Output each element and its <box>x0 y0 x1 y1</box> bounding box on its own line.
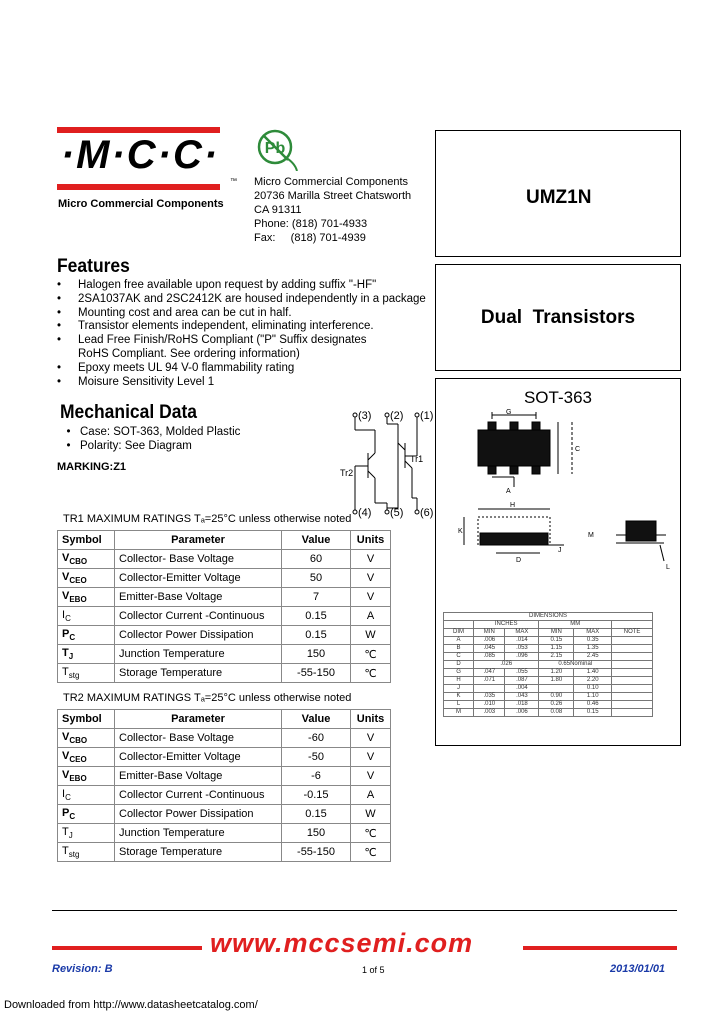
dim-label-h: H <box>510 502 516 509</box>
logo-bottom-bar <box>57 184 220 190</box>
table-row: $V_{CEO}$ Collector-Emitter Voltage 50 V <box>58 569 391 588</box>
list-item: • Mounting cost and area can be cut in half. <box>57 306 292 319</box>
table-row: $V_{CBO}$ Collector- Base Voltage 60 V <box>58 550 391 569</box>
tr2-ratings-table <box>57 709 391 862</box>
revision: Revision: B <box>52 963 113 975</box>
table-row: A .006 .014 0.15 0.35 <box>444 637 653 645</box>
dim-label-a: A <box>506 488 511 495</box>
tr2-title: TR2 MAXIMUM RATINGS Tₐ=25°C unless otherwise noted <box>63 692 352 704</box>
table-header-row <box>58 710 391 729</box>
address-line: CA 91311 <box>254 204 302 216</box>
list-item: • Halogen free available upon request by adding suffix "-HF" <box>57 279 377 291</box>
table-row: $V_{EBO}$ Emitter-Base Voltage -6 V <box>58 767 391 786</box>
address-line: Micro Commercial Components <box>254 176 409 188</box>
column-header: Units <box>351 531 391 550</box>
pin-label: (2) <box>390 410 404 422</box>
mechanical-title: Mechanical Data <box>60 402 197 423</box>
pin-label: (1) <box>420 410 434 422</box>
company-address <box>254 175 411 245</box>
list-item: • Epoxy meets UL 94 V-0 flammability rating <box>57 361 295 374</box>
table-row: M .003 .006 0.08 0.15 <box>444 709 653 717</box>
table-row: $V_{CBO}$ Collector- Base Voltage -60 V <box>58 729 391 748</box>
table-row: $T_{stg}$ Storage Temperature -55-150 ℃ <box>58 843 391 862</box>
description-box <box>435 264 681 371</box>
column-header: Parameter <box>115 531 282 550</box>
features-list <box>57 279 437 389</box>
table-row: $V_{EBO}$ Emitter-Base Voltage 7 V <box>58 588 391 607</box>
dim-label-k: K <box>458 528 463 535</box>
table-row: $T_{stg}$ Storage Temperature -55-150 ℃ <box>58 664 391 683</box>
download-source[interactable]: Downloaded from http://www.datasheetcatalog.com/ <box>4 999 258 1011</box>
tr1-title: TR1 MAXIMUM RATINGS Tₐ=25°C unless otherwise noted <box>63 513 352 525</box>
pin-label: (6) <box>420 507 434 519</box>
pin-label: (3) <box>358 410 372 422</box>
footer-red-line-right <box>523 946 677 950</box>
table-row: B .045 .053 1.15 1.35 <box>444 645 653 653</box>
tr1-label: Tr1 <box>410 454 424 464</box>
list-item: • Transistor elements independent, eliminating interference. <box>57 320 374 333</box>
list-item: • 2SA1037AK and 2SC2412K are housed independently in a package <box>57 292 426 305</box>
table-row: H .071 .087 1.80 2.20 <box>444 677 653 685</box>
dim-label-d: D <box>516 557 522 564</box>
dimensions-table <box>443 612 653 717</box>
dim-label-c: C <box>575 446 581 453</box>
table-row: C .085 .096 2.15 2.45 <box>444 653 653 661</box>
list-item: • Lead Free Finish/RoHS Compliant ("P" Suffix designates RoHS Compliant. See ordering information) <box>57 334 367 360</box>
table-row: $P_C$ Collector Power Dissipation 0.15 W <box>58 626 391 645</box>
table-row: $T_J$ Junction Temperature 150 ℃ <box>58 824 391 843</box>
table-header-row: INCHES MM <box>444 621 653 629</box>
page-number: 1 of 5 <box>362 965 385 975</box>
table-row: G .047 .055 1.20 1.40 <box>444 669 653 677</box>
table-header-row <box>58 531 391 550</box>
dim-label-m: M <box>588 532 594 539</box>
table-row: D .026 0.65Nominal <box>444 661 653 669</box>
list-item: • Case: SOT-363, Molded Plastic <box>66 426 241 438</box>
part-number: UMZ1N <box>526 187 592 208</box>
column-header: Parameter <box>115 710 282 729</box>
address-line: 20736 Marilla Street Chatsworth <box>254 190 412 202</box>
part-number-box <box>435 130 681 257</box>
pinout-diagram <box>330 408 435 520</box>
table-row: K .035 .043 0.90 1.10 <box>444 693 653 701</box>
logo-subtitle: Micro Commercial Components <box>58 198 224 210</box>
mechanical-list <box>57 426 240 454</box>
logo-text: ·M·C·C· <box>60 133 220 177</box>
lead-free-icon <box>255 127 299 171</box>
footer-red-line-left <box>52 946 202 950</box>
table-header-row: DIM MIN MAX MIN MAX NOTE <box>444 629 653 637</box>
column-header: Units <box>351 710 391 729</box>
website-url[interactable]: www.mccsemi.com <box>210 928 474 958</box>
dim-label-g: G <box>506 409 512 416</box>
list-item: • Moisure Sensitivity Level 1 <box>57 375 215 388</box>
table-header-row: DIMENSIONS <box>444 613 653 621</box>
table-row: $V_{CEO}$ Collector-Emitter Voltage -50 V <box>58 748 391 767</box>
pin-label: (4) <box>358 507 372 519</box>
table-row: J .004 0.10 <box>444 685 653 693</box>
footer-divider <box>52 910 677 911</box>
description: Dual Transistors <box>480 307 636 328</box>
column-header: Symbol <box>58 710 115 729</box>
package-name: SOT-363 <box>523 388 593 407</box>
features-title: Features <box>57 256 130 277</box>
pb-free-badge <box>255 127 299 171</box>
table-row: $T_J$ Junction Temperature 150 ℃ <box>58 645 391 664</box>
tr2-label: Tr2 <box>340 468 354 478</box>
table-row: $I_C$ Collector Current -Continuous -0.15 A <box>58 786 391 805</box>
column-header: Value <box>282 710 351 729</box>
dim-label-j: J <box>558 547 562 554</box>
table-row: L .010 .018 0.26 0.46 <box>444 701 653 709</box>
column-header: Value <box>282 531 351 550</box>
pin-label: (5) <box>390 507 404 519</box>
marking: MARKING:Z1 <box>57 461 127 473</box>
list-item: • Polarity: See Diagram <box>66 439 192 452</box>
pb-badge-text: Pb <box>264 140 286 157</box>
column-header: Symbol <box>58 531 115 550</box>
dim-label-l: L <box>666 564 670 571</box>
address-line: Phone: (818) 701-4933 <box>254 218 368 230</box>
tr1-ratings-table <box>57 530 391 683</box>
address-line: Fax: (818) 701-4939 <box>254 232 366 244</box>
logo-trademark: ™ <box>230 178 237 185</box>
revision-date: 2013/01/01 <box>610 963 666 975</box>
table-row: $P_C$ Collector Power Dissipation 0.15 W <box>58 805 391 824</box>
package-outline-drawing <box>440 405 676 605</box>
table-row: $I_C$ Collector Current -Continuous 0.15 A <box>58 607 391 626</box>
